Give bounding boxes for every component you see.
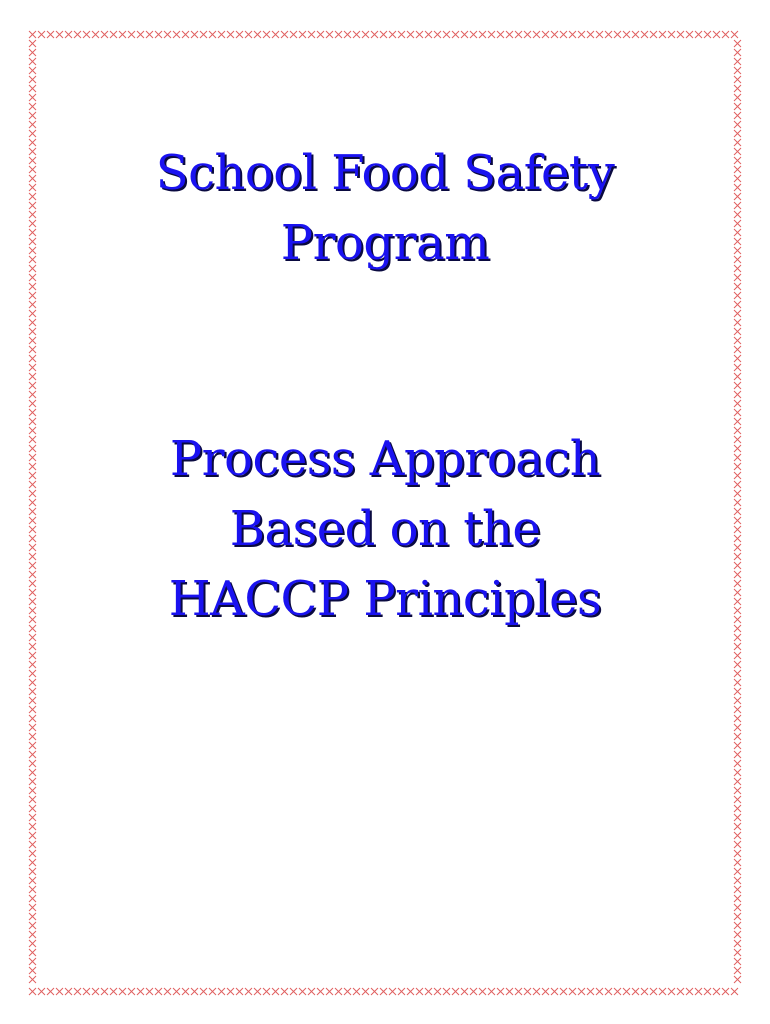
title-line-1: School Food Safety (155, 145, 615, 201)
subtitle-line-3: HACCP Principles (168, 571, 602, 627)
title-line-2: Program (280, 215, 490, 271)
document-subtitle (0, 424, 770, 634)
subtitle-line-2: Based on the (229, 501, 541, 557)
subtitle-line-1: Process Approach (169, 431, 601, 487)
document-title (0, 138, 770, 278)
